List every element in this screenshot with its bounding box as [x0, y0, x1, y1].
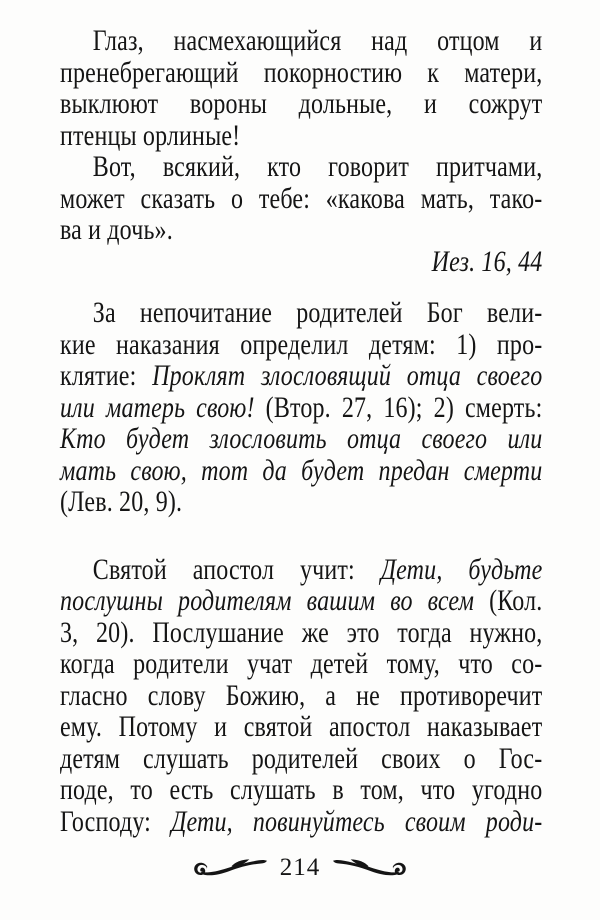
- page-footer: [0, 855, 600, 880]
- text-line: послушны родителям вашим во всем (Кол.: [60, 584, 543, 617]
- text-line: может сказать о тебе: «какова мать, тако-: [60, 181, 543, 215]
- text-line: или матерь свою! (Втор. 27, 16); 2) смерть:: [60, 390, 543, 424]
- text-line: кие наказания определил детям: 1) про-: [60, 327, 543, 361]
- text-line: гласно слову Божию, а не противоречит: [60, 678, 543, 712]
- text-line: ему. Потому и святой апостол наказывает: [60, 710, 543, 743]
- text-line: пренебрегающий покорностию к матери,: [60, 55, 543, 89]
- text-line: Господу: Дети, повинуйтесь своим роди-: [60, 804, 543, 838]
- text-line: когда родители учат детей тому, что со-: [60, 647, 543, 680]
- text-line: птенцы орлиные!: [60, 118, 241, 152]
- swash-flourish-right-icon: [332, 857, 408, 879]
- page-content: [60, 25, 542, 837]
- text-line: Глаз, насмехающийся над отцом и: [92, 24, 543, 57]
- quote-paragraph-1: [60, 25, 542, 151]
- text-line: детям слушать родителей своих о Гос-: [60, 741, 543, 775]
- text-line: клятие: Проклят злословящий отца своего: [60, 359, 543, 392]
- swash-flourish-left-icon: [192, 857, 268, 879]
- text-line: ва и дочь».: [60, 213, 173, 246]
- body-paragraph-2: [60, 554, 542, 838]
- text-line: мать свою, тот да будет предан смерти: [60, 453, 543, 487]
- text-line: поде, то есть слушать в том, что угодно: [60, 773, 543, 806]
- quote-paragraph-2: [60, 151, 542, 246]
- text-line: выклюют вороны дольные, и сожрут: [60, 87, 543, 120]
- text-line: Святой апостол учит: Дети, будьте: [92, 552, 543, 586]
- text-line: За непочитание родителей Бог вели-: [92, 296, 543, 329]
- text-line: Вот, всякий, кто говорит притчами,: [92, 150, 543, 183]
- text-line: (Лев. 20, 9).: [60, 485, 183, 518]
- text-line: Иез. 16, 44: [431, 244, 543, 278]
- text-line: Кто будет злословить отца своего или: [60, 422, 543, 455]
- scripture-citation: [60, 246, 542, 278]
- page-number: 214: [279, 854, 321, 881]
- text-line: 3, 20). Послушание же это тогда нужно,: [60, 615, 543, 649]
- body-paragraph-1: [60, 297, 542, 518]
